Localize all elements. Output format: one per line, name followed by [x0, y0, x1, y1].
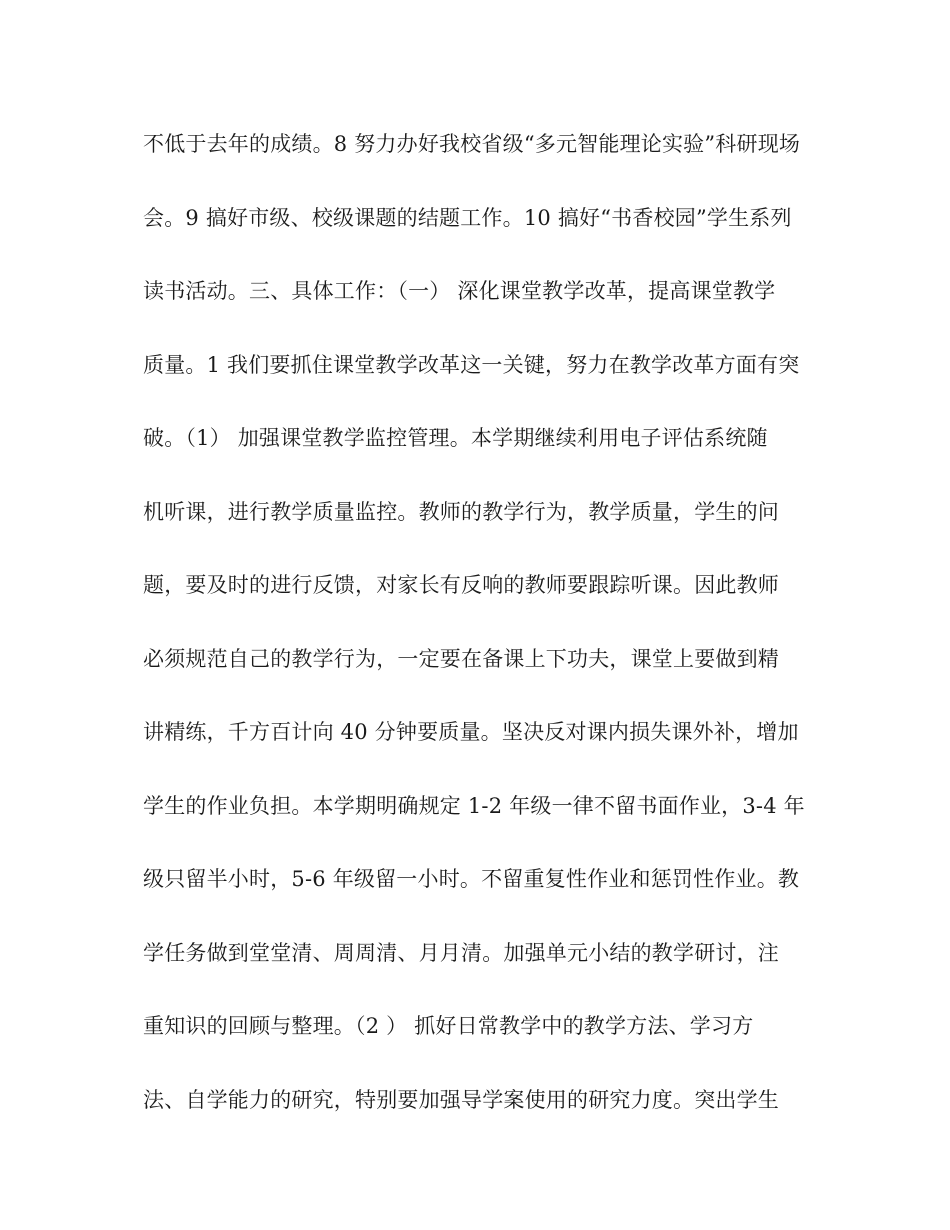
text-line: 质量。1 我们要抓住课堂教学改革这一关键，努力在教学改革方面有突 [143, 352, 800, 377]
text-line: 必须规范自己的教学行为，一定要在备课上下功夫，课堂上要做到精 [143, 646, 779, 671]
text-line: 级只留半小时，5-6 年级留一小时。不留重复性作业和惩罚性作业。教 [143, 867, 800, 891]
text-line: 题，要及时的进行反馈，对家长有反响的教师要跟踪听课。因此教师 [143, 573, 779, 597]
text-line: 重知识的回顾与整理。（2 ） 抓好日常教学中的教学方法、学习方 [143, 1014, 754, 1038]
text-line: 讲精练，千方百计向 40 分钟要质量。坚决反对课内损失课外补，增加 [143, 720, 799, 744]
text-line: 法、自学能力的研究，特别要加强导学案使用的研究力度。突出学生 [143, 1087, 779, 1112]
text-line: 学生的作业负担。本学期明确规定 1-2 年级一律不留书面作业，3-4 年 [143, 793, 805, 818]
text-line: 机听课，进行教学质量监控。教师的教学行为，教学质量，学生的问 [143, 499, 779, 524]
text-line: 学任务做到堂堂清、周周清、月月清。加强单元小结的教学研讨，注 [143, 940, 779, 965]
text-line: 不低于去年的成绩。8 努力办好我校省级“多元智能理论实验”科研现场 [143, 132, 801, 156]
body-text [143, 124, 823, 1153]
text-line: 破。（1） 加强课堂教学监控管理。本学期继续利用电子评估系统随 [143, 426, 768, 450]
text-line: 读书活动。三、具体工作：（一） 深化课堂教学改革，提高课堂教学 [143, 279, 776, 303]
text-line: 会。9 搞好市级、校级课题的结题工作。10 搞好“书香校园”学生系列 [143, 205, 792, 230]
